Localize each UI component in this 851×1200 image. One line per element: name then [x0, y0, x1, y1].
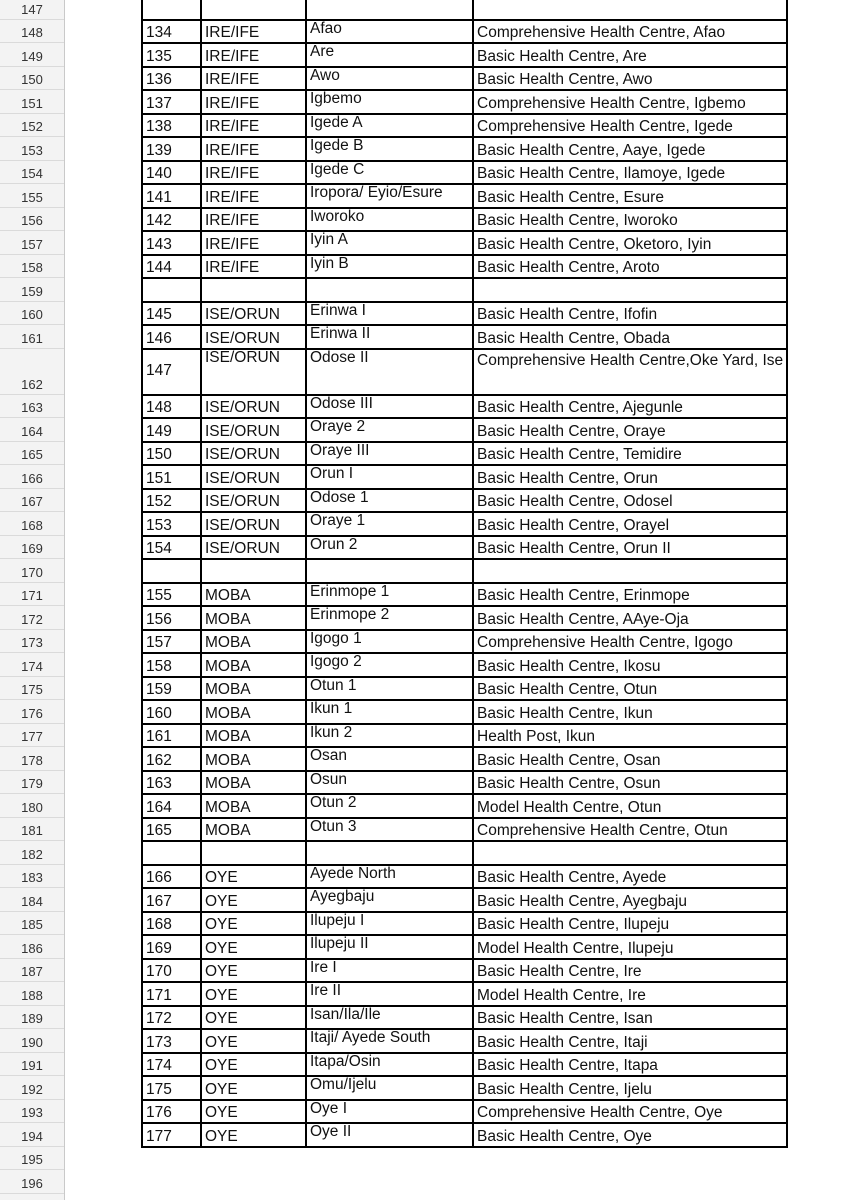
cell-ward[interactable]: Ire I: [310, 958, 337, 976]
cell-sn[interactable]: 138: [146, 118, 172, 135]
cell-sn[interactable]: 161: [146, 728, 172, 745]
cell-ward[interactable]: Ilupeju II: [310, 935, 369, 952]
cell-ward[interactable]: Iworoko: [310, 207, 365, 225]
cell-sn[interactable]: 134: [146, 24, 172, 41]
row-number[interactable]: 183: [0, 865, 64, 889]
row-number[interactable]: 190: [0, 1029, 64, 1053]
cell-sn[interactable]: 143: [146, 235, 172, 253]
cell-facility[interactable]: Basic Health Centre, Osun: [477, 775, 661, 792]
cell-facility[interactable]: Basic Health Centre, Are: [477, 47, 647, 65]
cell-sn[interactable]: 173: [146, 1033, 172, 1051]
cell-sn[interactable]: 135: [146, 47, 172, 65]
cell-lga[interactable]: OYE: [205, 892, 238, 910]
cell-sn[interactable]: 166: [146, 869, 172, 886]
cell-facility[interactable]: Basic Health Centre, Ire: [477, 963, 642, 980]
cell-lga[interactable]: IRE/IFE: [205, 188, 260, 206]
cell-facility[interactable]: Basic Health Centre, Iworoko: [477, 212, 678, 229]
cell-sn[interactable]: 142: [146, 212, 172, 229]
cell-ward[interactable]: Ikun 1: [310, 700, 353, 717]
cell-lga[interactable]: MOBA: [205, 681, 251, 698]
cell-sn[interactable]: 140: [146, 165, 172, 182]
empty-cell[interactable]: [200, 278, 305, 302]
cell-ward[interactable]: Omu/Ijelu: [310, 1076, 377, 1093]
row-number[interactable]: 173: [0, 630, 64, 654]
cell-ward[interactable]: Afao: [310, 19, 342, 37]
cell-ward[interactable]: Ire II: [310, 982, 342, 999]
cell-sn[interactable]: 136: [146, 71, 172, 88]
cell-lga[interactable]: MOBA: [205, 704, 251, 722]
cell-ward[interactable]: Ayede North: [310, 864, 396, 882]
cell-ward[interactable]: Erinwa I: [310, 301, 366, 319]
row-number[interactable]: 178: [0, 747, 64, 771]
cell-ward[interactable]: Igogo 2: [310, 653, 362, 670]
cell-ward[interactable]: Awo: [310, 66, 340, 84]
cell-ward[interactable]: Itapa/Osin: [310, 1052, 381, 1070]
row-number[interactable]: 189: [0, 1006, 64, 1030]
cell-lga[interactable]: OYE: [205, 1057, 238, 1074]
cell-facility[interactable]: Comprehensive Health Centre, Igogo: [477, 634, 733, 651]
column-border: [472, 0, 474, 1147]
cell-lga[interactable]: IRE/IFE: [205, 94, 260, 112]
cell-lga[interactable]: IRE/IFE: [205, 71, 260, 88]
cell-ward[interactable]: Otun 2: [310, 794, 357, 811]
cell-facility[interactable]: Basic Health Centre, Oketoro, Iyin: [477, 235, 712, 253]
cell-lga[interactable]: MOBA: [205, 798, 251, 816]
cell-ward[interactable]: Oraye III: [310, 441, 370, 459]
cell-lga[interactable]: ISE/ORUN: [205, 348, 280, 366]
cell-sn[interactable]: 174: [146, 1057, 172, 1074]
cell-sn[interactable]: 160: [146, 704, 172, 722]
row-number[interactable]: 148: [0, 20, 64, 44]
cell-facility[interactable]: Basic Health Centre, Orun II: [477, 540, 671, 557]
cell-lga[interactable]: OYE: [205, 986, 238, 1004]
cell-facility[interactable]: Basic Health Centre, Obada: [477, 329, 670, 347]
row-number[interactable]: 155: [0, 184, 64, 208]
cell-sn[interactable]: 155: [146, 587, 172, 604]
cell-ward[interactable]: Orun 2: [310, 535, 358, 553]
cell-lga[interactable]: IRE/IFE: [205, 259, 260, 276]
row-number[interactable]: 152: [0, 114, 64, 138]
row-number[interactable]: 177: [0, 724, 64, 748]
cell-ward[interactable]: Erinwa II: [310, 325, 371, 342]
row-number[interactable]: 157: [0, 231, 64, 255]
empty-cell[interactable]: [472, 559, 786, 583]
cell-facility[interactable]: Basic Health Centre, Orayel: [477, 516, 670, 534]
empty-cell[interactable]: [305, 278, 472, 302]
cell-ward[interactable]: Igbemo: [310, 90, 362, 107]
cell-facility[interactable]: Basic Health Centre, Oye: [477, 1127, 652, 1145]
row-number[interactable]: 185: [0, 912, 64, 936]
row-number[interactable]: 164: [0, 418, 64, 442]
cell-lga[interactable]: MOBA: [205, 775, 251, 792]
cell-sn[interactable]: 170: [146, 963, 172, 980]
cell-ward[interactable]: Ikun 2: [310, 723, 353, 741]
cell-facility[interactable]: Basic Health Centre, Esure: [477, 188, 664, 206]
cell-lga[interactable]: IRE/IFE: [205, 47, 260, 65]
cell-facility[interactable]: Basic Health Centre, Temidire: [477, 446, 682, 463]
empty-cell[interactable]: [200, 559, 305, 583]
cell-sn[interactable]: 157: [146, 634, 172, 651]
empty-cell[interactable]: [305, 841, 472, 865]
cell-sn[interactable]: 158: [146, 657, 172, 675]
cell-lga[interactable]: OYE: [205, 1127, 238, 1145]
row-number[interactable]: 195: [0, 1147, 64, 1171]
row-number[interactable]: 162: [0, 349, 64, 395]
cell-ward[interactable]: Osun: [310, 770, 348, 788]
row-number[interactable]: 167: [0, 489, 64, 513]
cell-facility[interactable]: Basic Health Centre, Odosel: [477, 493, 673, 510]
cell-lga[interactable]: MOBA: [205, 587, 251, 604]
cell-lga[interactable]: MOBA: [205, 634, 251, 651]
cell-lga[interactable]: MOBA: [205, 610, 251, 628]
row-number[interactable]: 187: [0, 959, 64, 983]
cell-sn[interactable]: 150: [146, 446, 172, 463]
cell-ward[interactable]: Osan: [310, 747, 348, 764]
row-number[interactable]: 174: [0, 653, 64, 677]
cell-ward[interactable]: Ayegbaju: [310, 888, 375, 905]
cell-facility[interactable]: Basic Health Centre, Ikosu: [477, 657, 661, 675]
cell-sn[interactable]: 169: [146, 939, 172, 957]
empty-cell[interactable]: [200, 841, 305, 865]
column-border: [200, 0, 202, 1147]
row-number[interactable]: 193: [0, 1100, 64, 1124]
cell-facility[interactable]: Basic Health Centre, Ayede: [477, 869, 667, 886]
cell-lga[interactable]: OYE: [205, 916, 238, 933]
row-number[interactable]: 149: [0, 43, 64, 67]
row-number[interactable]: 170: [0, 559, 64, 583]
cell-sn[interactable]: 165: [146, 822, 172, 839]
cell-ward[interactable]: Oye II: [310, 1123, 352, 1140]
cell-facility[interactable]: Basic Health Centre, Osan: [477, 751, 661, 769]
cell-lga[interactable]: MOBA: [205, 822, 251, 839]
empty-cell[interactable]: [141, 841, 200, 865]
cell-facility[interactable]: Comprehensive Health Centre, Otun: [477, 822, 728, 839]
row-number[interactable]: 165: [0, 442, 64, 466]
cell-sn[interactable]: 168: [146, 916, 172, 933]
row-number[interactable]: 186: [0, 935, 64, 959]
cell-sn[interactable]: 159: [146, 681, 172, 698]
cell-sn[interactable]: 175: [146, 1080, 172, 1098]
row-number[interactable]: 159: [0, 278, 64, 302]
column-border: [786, 0, 788, 1147]
cell-ward[interactable]: Igede C: [310, 160, 365, 178]
row-number[interactable]: 153: [0, 137, 64, 161]
cell-sn[interactable]: 176: [146, 1104, 172, 1121]
cell-lga[interactable]: OYE: [205, 963, 238, 980]
cell-ward[interactable]: Otun 1: [310, 676, 357, 694]
empty-cell[interactable]: [472, 278, 786, 302]
empty-cell[interactable]: [141, 278, 200, 302]
cell-lga[interactable]: IRE/IFE: [205, 24, 260, 41]
row-number[interactable]: 150: [0, 67, 64, 91]
cell-sn[interactable]: 144: [146, 259, 172, 276]
cell-facility[interactable]: Basic Health Centre, Itaji: [477, 1033, 648, 1051]
cell-sn[interactable]: 141: [146, 188, 172, 206]
cell-facility[interactable]: Basic Health Centre, Aroto: [477, 259, 660, 276]
cell-facility[interactable]: Basic Health Centre, Ikun: [477, 704, 653, 722]
cell-facility[interactable]: Basic Health Centre, Otun: [477, 681, 658, 698]
row-number[interactable]: 154: [0, 161, 64, 185]
row-number[interactable]: 161: [0, 325, 64, 349]
cell-facility[interactable]: Model Health Centre, Otun: [477, 798, 662, 816]
cell-sn[interactable]: 137: [146, 94, 172, 112]
cell-facility[interactable]: Comprehensive Health Centre,Oke Yard, Ise: [477, 351, 784, 369]
row-number[interactable]: 168: [0, 512, 64, 536]
cell-ward[interactable]: Odose 1: [310, 488, 369, 506]
cell-lga[interactable]: ISE/ORUN: [205, 446, 280, 463]
cell-lga[interactable]: MOBA: [205, 751, 251, 769]
cell-facility[interactable]: Basic Health Centre, Ifofin: [477, 306, 658, 323]
cell-facility[interactable]: Comprehensive Health Centre, Oye: [477, 1104, 723, 1121]
row-number[interactable]: 176: [0, 700, 64, 724]
row-number[interactable]: 171: [0, 583, 64, 607]
cell-ward[interactable]: Odose III: [310, 394, 373, 412]
row-number[interactable]: 196: [0, 1170, 64, 1194]
row-number[interactable]: 192: [0, 1076, 64, 1100]
cell-sn[interactable]: 153: [146, 516, 172, 534]
row-number[interactable]: 160: [0, 302, 64, 326]
cell-facility[interactable]: Comprehensive Health Centre, Afao: [477, 24, 726, 41]
row-number[interactable]: 182: [0, 841, 64, 865]
cell-facility[interactable]: Basic Health Centre, Ilamoye, Igede: [477, 165, 726, 182]
column-border: [305, 0, 307, 1147]
row-number[interactable]: 156: [0, 208, 64, 232]
row-number[interactable]: 179: [0, 771, 64, 795]
cell-ward[interactable]: Orun I: [310, 465, 354, 482]
cell-ward[interactable]: Isan/Ila/Ile: [310, 1005, 381, 1023]
cell-lga[interactable]: IRE/IFE: [205, 165, 260, 182]
cell-facility[interactable]: Basic Health Centre, Erinmope: [477, 587, 690, 604]
cell-facility[interactable]: Basic Health Centre, Awo: [477, 71, 653, 88]
cell-sn[interactable]: 167: [146, 892, 172, 910]
cell-ward[interactable]: Oraye 2: [310, 418, 366, 435]
cell-lga[interactable]: OYE: [205, 869, 238, 886]
cell-sn[interactable]: 147: [146, 362, 172, 379]
cell-facility[interactable]: Basic Health Centre, Orun: [477, 469, 658, 487]
cell-lga[interactable]: OYE: [205, 1080, 238, 1098]
column-border: [141, 0, 143, 1147]
empty-cell[interactable]: [472, 841, 786, 865]
cell-facility[interactable]: Basic Health Centre, Ayegbaju: [477, 892, 687, 910]
cell-facility[interactable]: Basic Health Centre, Isan: [477, 1010, 653, 1027]
cell-facility[interactable]: Model Health Centre, Ire: [477, 986, 646, 1004]
cell-ward[interactable]: Oraye 1: [310, 512, 366, 529]
cell-sn[interactable]: 139: [146, 141, 172, 159]
row-number[interactable]: 188: [0, 982, 64, 1006]
cell-facility[interactable]: Basic Health Centre, Ilupeju: [477, 916, 670, 933]
cell-facility[interactable]: Model Health Centre, Ilupeju: [477, 939, 674, 957]
cell-sn[interactable]: 163: [146, 775, 172, 792]
row-number[interactable]: 163: [0, 395, 64, 419]
cell-facility[interactable]: Basic Health Centre, Oraye: [477, 422, 666, 440]
row-number[interactable]: 175: [0, 677, 64, 701]
cell-ward[interactable]: Otun 3: [310, 817, 357, 835]
row-number[interactable]: 180: [0, 794, 64, 818]
empty-cell[interactable]: [141, 559, 200, 583]
cell-sn[interactable]: 151: [146, 469, 172, 487]
empty-cell[interactable]: [200, 0, 305, 20]
cell-sn[interactable]: 156: [146, 610, 172, 628]
empty-cell[interactable]: [305, 559, 472, 583]
cell-sn[interactable]: 152: [146, 493, 172, 510]
cell-lga[interactable]: OYE: [205, 1033, 238, 1051]
row-border: [141, 1146, 788, 1148]
row-number[interactable]: 169: [0, 536, 64, 560]
cell-ward[interactable]: Igede A: [310, 113, 363, 131]
row-number[interactable]: 147: [0, 0, 64, 20]
cell-lga[interactable]: ISE/ORUN: [205, 493, 280, 510]
cell-ward[interactable]: Are: [310, 43, 335, 60]
row-number[interactable]: 166: [0, 465, 64, 489]
row-number[interactable]: 181: [0, 818, 64, 842]
cell-sn[interactable]: 154: [146, 540, 172, 557]
empty-cell[interactable]: [472, 0, 786, 20]
cell-lga[interactable]: MOBA: [205, 728, 251, 745]
cell-sn[interactable]: 162: [146, 751, 172, 769]
row-number[interactable]: 184: [0, 888, 64, 912]
cell-ward[interactable]: Erinmope 1: [310, 582, 390, 600]
cell-ward[interactable]: Odose II: [310, 348, 369, 366]
cell-facility[interactable]: Basic Health Centre, Ijelu: [477, 1080, 652, 1098]
empty-cell[interactable]: [305, 0, 472, 20]
cell-facility[interactable]: Basic Health Centre, Ajegunle: [477, 399, 683, 416]
cell-sn[interactable]: 148: [146, 399, 172, 416]
cell-ward[interactable]: Iropora/ Eyio/Esure: [310, 184, 443, 201]
cell-sn[interactable]: 171: [146, 986, 172, 1004]
cell-lga[interactable]: ISE/ORUN: [205, 329, 280, 347]
cell-facility[interactable]: Health Post, Ikun: [477, 728, 596, 745]
cell-sn[interactable]: 149: [146, 422, 172, 440]
cell-lga[interactable]: IRE/IFE: [205, 141, 260, 159]
cell-lga[interactable]: OYE: [205, 1010, 238, 1027]
cell-lga[interactable]: ISE/ORUN: [205, 306, 280, 323]
cell-lga[interactable]: IRE/IFE: [205, 235, 260, 253]
cell-facility[interactable]: Basic Health Centre, AAye-Oja: [477, 610, 689, 628]
row-number[interactable]: 151: [0, 90, 64, 114]
cell-ward[interactable]: Iyin B: [310, 254, 349, 272]
cell-lga[interactable]: OYE: [205, 1104, 238, 1121]
cell-ward[interactable]: Itaji/ Ayede South: [310, 1029, 431, 1046]
cell-lga[interactable]: OYE: [205, 939, 238, 957]
cell-lga[interactable]: ISE/ORUN: [205, 399, 280, 416]
row-number[interactable]: 172: [0, 606, 64, 630]
cell-facility[interactable]: Comprehensive Health Centre, Igede: [477, 118, 733, 135]
cell-sn[interactable]: 146: [146, 329, 172, 347]
cell-ward[interactable]: Oye I: [310, 1099, 348, 1117]
cell-facility[interactable]: Comprehensive Health Centre, Igbemo: [477, 94, 746, 112]
cell-ward[interactable]: Ilupeju I: [310, 911, 365, 929]
cell-ward[interactable]: Igogo 1: [310, 629, 362, 647]
row-number[interactable]: 158: [0, 255, 64, 279]
cell-sn[interactable]: 164: [146, 798, 172, 816]
cell-facility[interactable]: Basic Health Centre, Aaye, Igede: [477, 141, 706, 159]
cell-sn[interactable]: 145: [146, 306, 172, 323]
cell-lga[interactable]: IRE/IFE: [205, 212, 260, 229]
row-number[interactable]: 194: [0, 1123, 64, 1147]
empty-cell[interactable]: [141, 0, 200, 20]
cell-lga[interactable]: MOBA: [205, 657, 251, 675]
cell-lga[interactable]: ISE/ORUN: [205, 540, 280, 557]
cell-ward[interactable]: Erinmope 2: [310, 606, 390, 623]
cell-facility[interactable]: Basic Health Centre, Itapa: [477, 1057, 658, 1074]
row-number[interactable]: 191: [0, 1053, 64, 1077]
cell-lga[interactable]: IRE/IFE: [205, 118, 260, 135]
cell-sn[interactable]: 177: [146, 1127, 172, 1145]
cell-lga[interactable]: ISE/ORUN: [205, 516, 280, 534]
cell-lga[interactable]: ISE/ORUN: [205, 469, 280, 487]
cell-ward[interactable]: Iyin A: [310, 231, 348, 248]
cell-ward[interactable]: Igede B: [310, 137, 364, 154]
cell-lga[interactable]: ISE/ORUN: [205, 422, 280, 440]
cell-sn[interactable]: 172: [146, 1010, 172, 1027]
